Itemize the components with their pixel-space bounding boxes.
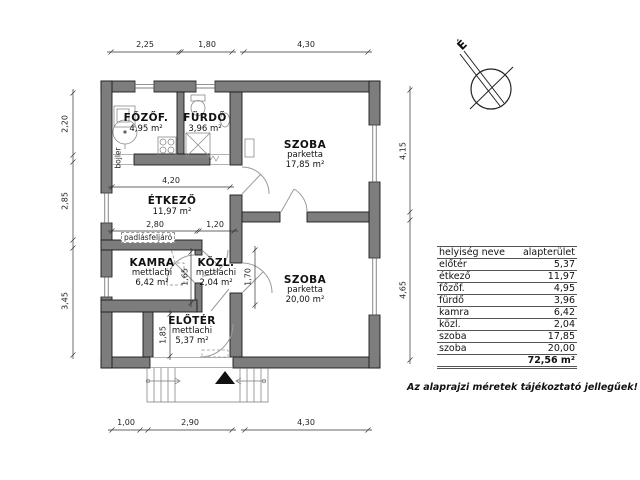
area-table bbox=[437, 246, 577, 369]
cell-area: 3,96 bbox=[515, 295, 577, 307]
dim-left-2: 2,85 bbox=[60, 192, 70, 210]
room-name: ELŐTÉR bbox=[168, 315, 216, 327]
table-row bbox=[437, 283, 577, 295]
room-name: ÉTKEZŐ bbox=[147, 195, 197, 207]
room-name: KÖZL. bbox=[197, 257, 235, 269]
cell-area: 11,97 bbox=[515, 271, 577, 283]
dim-inner-280: 2,80 bbox=[146, 220, 164, 229]
table-row bbox=[437, 271, 577, 283]
cell-room: fürdő bbox=[437, 295, 515, 307]
total-area: 72,56 m² bbox=[515, 355, 577, 368]
stove-icon bbox=[158, 137, 176, 155]
table-row bbox=[437, 319, 577, 331]
dim-top-2: 1,80 bbox=[198, 40, 216, 49]
cell-room: kamra bbox=[437, 307, 515, 319]
cell-room: étkező bbox=[437, 271, 515, 283]
room-area: 5,37 m² bbox=[175, 336, 209, 346]
table-total-row bbox=[437, 355, 577, 368]
radiator-icon bbox=[245, 139, 254, 157]
room-finish: parketta bbox=[287, 150, 323, 160]
room-label-eloter bbox=[168, 316, 216, 346]
header-room-name: helyiség neve bbox=[437, 247, 515, 259]
table-row bbox=[437, 259, 577, 271]
room-label-fozof bbox=[124, 113, 169, 134]
room-area: 3,96 m² bbox=[188, 124, 222, 134]
cell-room: szoba bbox=[437, 343, 515, 355]
room-label-etkezo bbox=[148, 196, 197, 217]
room-label-kozl bbox=[196, 258, 236, 288]
room-area: 4,95 m² bbox=[129, 124, 163, 134]
shower-icon bbox=[186, 133, 210, 157]
entrance-stairs bbox=[146, 368, 268, 402]
table-row bbox=[437, 307, 577, 319]
dim-bottom-3: 4,30 bbox=[297, 418, 315, 427]
dim-bottom-1: 1,00 bbox=[117, 418, 135, 427]
dim-inner-120: 1,20 bbox=[206, 220, 224, 229]
cell-area: 6,42 bbox=[515, 307, 577, 319]
cell-area: 20,00 bbox=[515, 343, 577, 355]
cell-area: 5,37 bbox=[515, 259, 577, 271]
disclaimer-note: Az alaprajzi méretek tájékoztató jellegűek! bbox=[407, 382, 638, 393]
dim-left-3: 3,45 bbox=[60, 292, 70, 310]
compass-icon bbox=[460, 51, 513, 109]
attic-access-label: padlásfeljáró bbox=[121, 232, 175, 243]
room-name: FÜRDŐ bbox=[183, 112, 227, 124]
room-area: 11,97 m² bbox=[152, 207, 192, 217]
cell-area: 17,85 bbox=[515, 331, 577, 343]
room-area: 6,42 m² bbox=[135, 278, 169, 288]
room-area: 2,04 m² bbox=[199, 278, 233, 288]
cell-room: közl. bbox=[437, 319, 515, 331]
room-name: FŐZŐF. bbox=[123, 112, 169, 124]
north-label: É bbox=[454, 37, 470, 53]
cell-room: előtér bbox=[437, 259, 515, 271]
room-area: 17,85 m² bbox=[285, 160, 325, 170]
cell-area: 2,04 bbox=[515, 319, 577, 331]
room-finish: mettlachi bbox=[171, 326, 213, 336]
dim-inner-170: 1,70 bbox=[243, 268, 253, 286]
table-header-row bbox=[437, 247, 577, 259]
room-label-furdo bbox=[183, 113, 226, 134]
dim-inner-165: 1,65 bbox=[180, 268, 190, 286]
room-finish: parketta bbox=[287, 285, 323, 295]
room-label-kamra bbox=[130, 258, 175, 288]
dim-top-3: 4,30 bbox=[297, 40, 315, 49]
table-row bbox=[437, 331, 577, 343]
dim-inner-185: 1,85 bbox=[158, 326, 168, 344]
room-label-szoba-1 bbox=[284, 140, 326, 170]
room-name: SZOBA bbox=[283, 139, 327, 151]
dim-inner-420: 4,20 bbox=[162, 176, 180, 185]
dim-right-1: 4,15 bbox=[398, 142, 408, 160]
room-name: KAMRA bbox=[129, 257, 175, 269]
cell-area: 4,95 bbox=[515, 283, 577, 295]
room-finish: mettlachi bbox=[195, 268, 237, 278]
dim-left-1: 2,20 bbox=[60, 115, 70, 133]
table-row bbox=[437, 343, 577, 355]
boiler-label: bojler bbox=[113, 147, 123, 169]
header-area: alapterület bbox=[515, 247, 577, 259]
room-area: 20,00 m² bbox=[285, 295, 325, 305]
dim-bottom-2: 2,90 bbox=[181, 418, 199, 427]
cell-room: főzőf. bbox=[437, 283, 515, 295]
table-row bbox=[437, 295, 577, 307]
dim-right-2: 4,65 bbox=[398, 281, 408, 299]
cell-room: szoba bbox=[437, 331, 515, 343]
room-finish: mettlachi bbox=[131, 268, 173, 278]
dim-top-1: 2,25 bbox=[136, 40, 154, 49]
room-name: SZOBA bbox=[283, 274, 327, 286]
room-label-szoba-2 bbox=[284, 275, 326, 305]
entrance-triangle bbox=[215, 371, 235, 384]
